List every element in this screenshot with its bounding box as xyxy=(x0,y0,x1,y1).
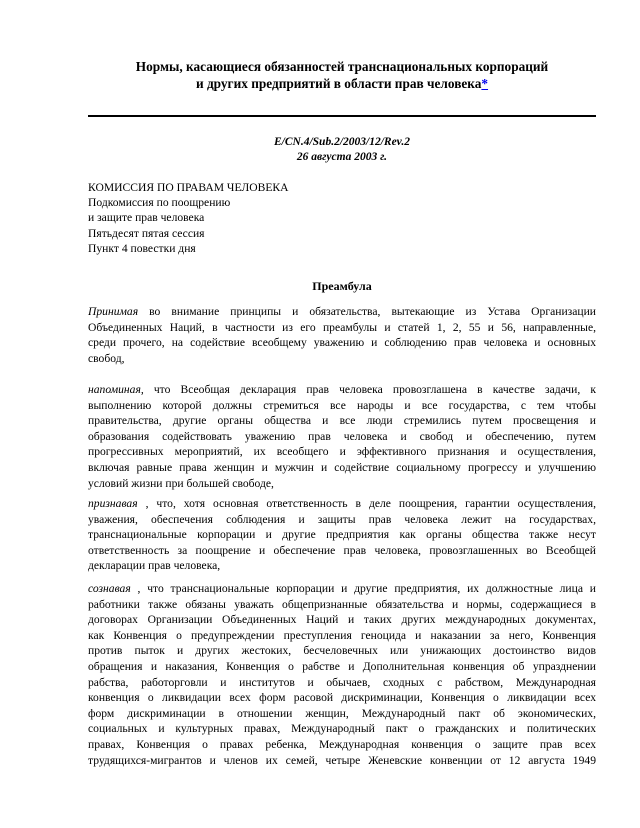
paragraph-line: напоминая, что Всеобщая декларация прав человека провозглашена в качестве задачи, к xyxy=(88,383,596,396)
paragraph-line: форм дискриминации в отношении женщин, Международный пакт об экономических, xyxy=(88,706,596,720)
paragraph-line: сознавая , что транснациональные корпорации и другие предприятия, их должностные лица и xyxy=(88,582,596,595)
paragraph-line: правительства, другие органы общества и все люди стремились путем просвещения и xyxy=(88,414,596,428)
paragraph-line: выполнению которой должны стремиться все народы и все государства, с тем чтобы xyxy=(88,398,596,412)
title-divider xyxy=(88,115,596,117)
paragraph-line: включая равные права женщин и мужчин и содействие социальному прогрессу и улучшению xyxy=(88,460,596,474)
paragraph-line: правах, Конвенция о правах ребенка, Международная конвенция о защите прав всех xyxy=(88,737,596,751)
paragraph-line: прогрессивных мероприятий, их всеобщего и эффективного признания и осуществления, xyxy=(88,445,596,459)
paragraph-line: рабства, работорговли и институтов и обычаев, сходных с рабством, Международная xyxy=(88,675,596,689)
footnote-link[interactable]: * xyxy=(481,76,489,91)
commission-name: КОМИССИЯ ПО ПРАВАМ ЧЕЛОВЕКА xyxy=(88,181,289,194)
paragraph-line: среди прочего, на содействие всеобщему уважению и соблюдению прав человека и основных xyxy=(88,336,596,350)
document-symbol-block xyxy=(88,135,596,165)
paragraph-line: социальных и культурных правах, Международный пакт о гражданских и политических xyxy=(88,722,596,736)
title-line-2 xyxy=(88,75,596,92)
paragraph-line: уважения, обеспечения соблюдения и защиты прав человека лежит на государствах, xyxy=(88,512,596,526)
paragraph-lead: напоминая, xyxy=(88,383,144,396)
subcommission-name-1: Подкомиссия по поощрению xyxy=(88,196,231,210)
paragraph-line: признавая , что, хотя основная ответственность в деле поощрения, гарантии осуществления, xyxy=(88,497,596,510)
document-title xyxy=(88,58,596,92)
paragraph-line: транснациональные корпорации и другие предприятия как органы общества также несут xyxy=(88,528,596,542)
paragraph-line: обращения и наказания, Конвенция о рабстве и Дополнительная конвенция об упразднении xyxy=(88,659,596,673)
paragraph-line: ответственность за поощрение и обеспечение прав человека, провозглашенных во Всеобщей xyxy=(88,543,596,557)
paragraph-line: договорах Организации Объединенных Наций и таких других международных документах, xyxy=(88,613,596,627)
subcommission-name-2: и защите прав человека xyxy=(88,211,205,225)
paragraph-line: декларации прав человека, xyxy=(88,559,221,573)
preamble-title: Преамбула xyxy=(312,279,372,293)
paragraph-lead: признавая xyxy=(88,497,138,510)
paragraph-line: Объединенных Наций, в частности из его преамбулы и статей 1, 2, 55 и 56, направленные, xyxy=(88,320,596,334)
document-date: 26 августа 2003 г. xyxy=(296,151,388,163)
preamble-paragraph-2 xyxy=(88,382,596,491)
paragraph-line: трудящихся-мигрантов и членов их семей, четыре Женевские конвенции от 12 августа 1949 xyxy=(88,753,596,767)
agenda-item: Пункт 4 повестки дня xyxy=(88,241,196,255)
paragraph-line: против пыток и других жестоких, бесчеловечных или унижающих достоинство видов xyxy=(88,644,596,658)
paragraph-lead: Принимая xyxy=(88,305,139,318)
paragraph-line: работники также обязаны уважать общепризнанные обязательства и нормы, содержащиеся в xyxy=(88,597,596,611)
session-number: Пятьдесят пятая сессия xyxy=(88,226,205,240)
preamble-paragraph-1 xyxy=(88,304,596,366)
session-heading xyxy=(88,180,596,256)
document-symbol: E/CN.4/Sub.2/2003/12/Rev.2 xyxy=(274,136,410,148)
paragraph-line: Принимая во внимание принципы и обязательства, вытекающие из Устава Организации xyxy=(88,305,596,318)
paragraph-line: конвенция о ликвидации всех форм расовой дискриминации, Конвенция о ликвидации всех xyxy=(88,691,596,705)
paragraph-line: свобод, xyxy=(88,351,125,365)
title-line-1: Нормы, касающиеся обязанностей транснациональных корпораций xyxy=(135,59,549,74)
preamble-paragraph-4 xyxy=(88,581,596,768)
paragraph-line: образования содействовать уважению прав человека и свобод и обеспечению, путем xyxy=(88,429,596,443)
paragraph-line: условий жизни при большей свободе, xyxy=(88,476,274,490)
paragraph-lead: сознавая xyxy=(88,582,131,595)
preamble-paragraph-3 xyxy=(88,496,596,574)
paragraph-line: как Конвенция о предупреждении преступления геноцида и наказании за него, Конвенция xyxy=(88,628,596,642)
title-line-2-text: и других предприятий в области прав человека xyxy=(195,76,482,91)
